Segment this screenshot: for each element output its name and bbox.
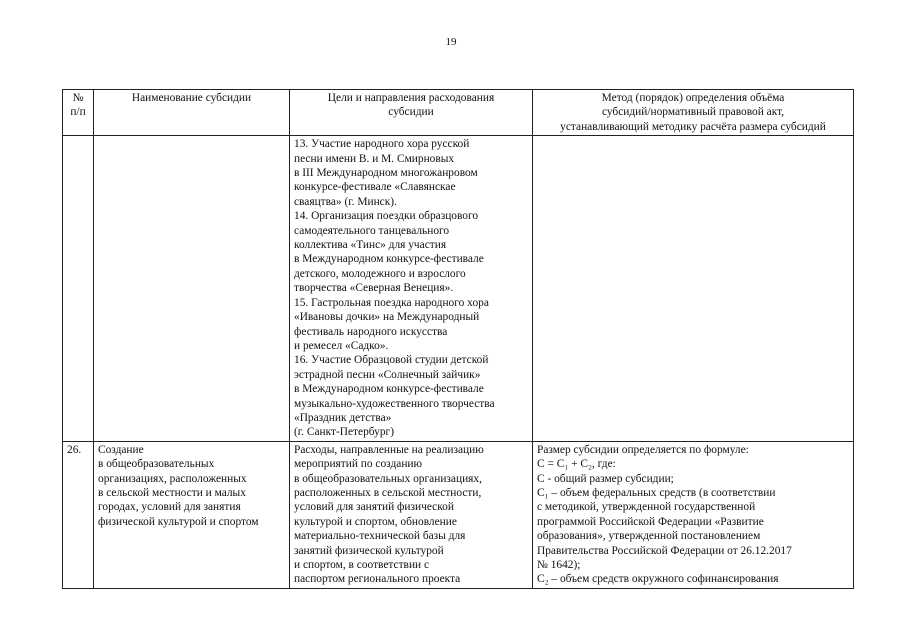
text-line: субсидии xyxy=(388,106,434,119)
text-line: сваяцтва» (г. Минск). xyxy=(294,195,397,208)
text-line: Метод (порядок) определения объёма xyxy=(601,92,785,104)
text-line: и спортом, в соответствии с xyxy=(294,559,430,571)
text-line: С₂ – объем средств окружного софинансирования xyxy=(537,573,779,586)
text-line: городах, условий для занятия xyxy=(98,501,241,514)
row-number: 26. xyxy=(63,441,94,588)
text-line: Размер субсидии определяется по формуле: xyxy=(537,443,749,456)
method-cell xyxy=(533,136,854,442)
text-line: Цели и направления расходования xyxy=(327,92,495,104)
text-line: фестиваль народного искусства xyxy=(294,325,448,338)
text-line: «Ивановы дочки» на Международный xyxy=(294,311,480,324)
header-row xyxy=(63,90,854,136)
text-line: музыкально-художественного творчества xyxy=(294,397,495,410)
text-line: (г. Санкт-Петербург) xyxy=(294,426,395,439)
table-row xyxy=(63,136,854,442)
text-line: конкурсе-фестивале «Славянскае xyxy=(294,181,456,194)
goals-cell xyxy=(290,441,533,588)
text-line: 13. Участие народного хора русской xyxy=(294,138,470,151)
header-method xyxy=(533,90,854,136)
header-goals xyxy=(290,90,533,136)
text-line: С = С₁ + С₂, где: xyxy=(537,458,616,471)
text-line: С - общий размер субсидии; xyxy=(537,472,674,485)
text-line: устанавливающий методику расчёта размера субсидий xyxy=(560,120,826,133)
method-cell xyxy=(533,441,854,588)
header-subsidy-name xyxy=(94,90,290,136)
text-line: в сельской местности и малых xyxy=(98,486,246,499)
text-line: Расходы, направленные на реализацию xyxy=(294,443,484,456)
text-line: программой Российской Федерации «Развитие xyxy=(537,515,764,528)
text-line: самодеятельного танцевального xyxy=(294,224,450,237)
text-line: эстрадной песни «Солнечный зайчик» xyxy=(294,368,481,381)
table-row xyxy=(63,441,854,588)
text-line: С₁ – объем федеральных средств (в соответствии xyxy=(537,486,776,499)
text-line: расположенных в сельской местности, xyxy=(294,486,482,499)
subsidy-name-cell xyxy=(94,441,290,588)
text-line: организациях, расположенных xyxy=(98,472,247,485)
text-line: в Международном конкурсе-фестивале xyxy=(294,383,484,396)
text-line: и ремесел «Садко». xyxy=(294,339,389,352)
page-number: 19 xyxy=(445,36,457,48)
text-line: физической культурой и спортом xyxy=(98,515,259,528)
text-line: 14. Организация поездки образцового xyxy=(294,210,479,223)
subsidy-table xyxy=(62,89,854,589)
text-line: детского, молодежного и взрослого xyxy=(294,267,466,280)
text-line: № xyxy=(72,92,84,104)
header-number xyxy=(63,90,94,136)
text-line: в общеобразовательных организациях, xyxy=(294,472,482,485)
text-line: коллектива «Тинс» для участия xyxy=(294,239,447,252)
text-line: занятий физической культурой xyxy=(294,544,444,557)
text-line: условий для занятий физической xyxy=(294,501,454,514)
text-line: материально-технической базы для xyxy=(294,530,466,543)
text-line: мероприятий по созданию xyxy=(294,458,423,471)
row-number xyxy=(63,136,94,442)
subsidy-name-cell xyxy=(94,136,290,442)
text-line: песни имени В. и М. Смирновых xyxy=(294,152,455,165)
text-line: в Международном конкурсе-фестивале xyxy=(294,253,484,266)
text-line: Правительства Российской Федерации от 26.12.2017 xyxy=(537,544,792,557)
text-line: образования», утвержденной постановлением xyxy=(537,530,761,543)
text-line: п/п xyxy=(70,106,86,119)
text-line: Создание xyxy=(98,443,144,456)
text-line: № 1642); xyxy=(537,559,581,571)
text-line: 15. Гастрольная поездка народного хора xyxy=(294,296,489,309)
text-line: субсидий/нормативный правовой акт, xyxy=(601,106,785,119)
text-line: «Праздник детства» xyxy=(294,411,392,424)
goals-cell xyxy=(290,136,533,442)
text-line: паспортом регионального проекта xyxy=(294,573,461,586)
text-line: Наименование субсидии xyxy=(131,92,252,104)
text-line: с методикой, утвержденной государственной xyxy=(537,501,756,514)
text-line: 16. Участие Образцовой студии детской xyxy=(294,354,489,367)
text-line: в III Международном многожанровом xyxy=(294,167,478,180)
table-header xyxy=(63,90,854,136)
text-line: творчества «Северная Венеция». xyxy=(294,282,454,295)
text-line: в общеобразовательных xyxy=(98,458,215,471)
text-line: культурой и спортом, обновление xyxy=(294,515,457,528)
